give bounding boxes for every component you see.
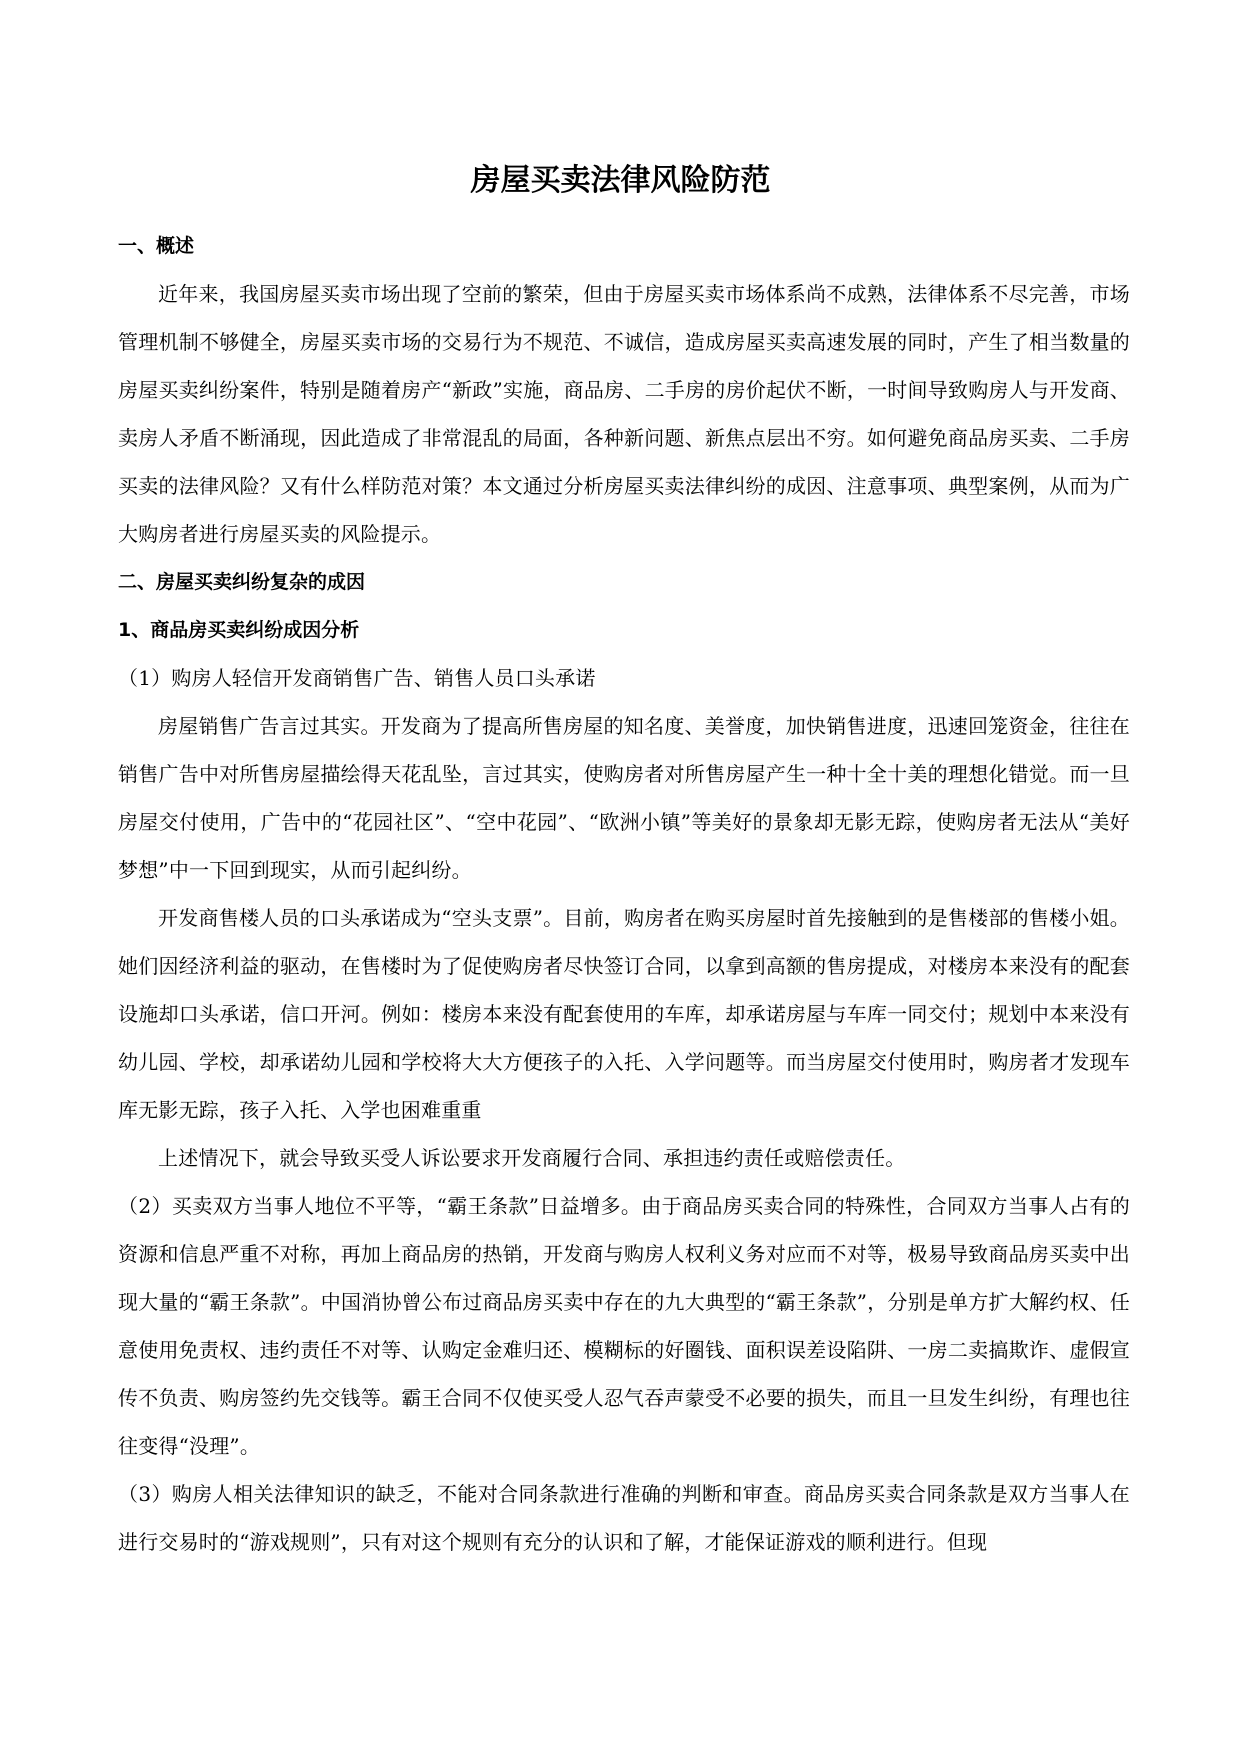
- paragraph-verbal-promise: 开发商售楼人员的口头承诺成为“空头支票”。目前，购房者在购买房屋时首先接触到的是售楼部的售楼小姐。她们因经济利益的驱动，在售楼时为了促使购房者尽快签订合同，以拿到高额的售房提成，对楼房本来没有的配套设施却口头承诺，信口开河。例如：楼房本来没有配套使用的车库，却承诺房屋与车库一同交付；规划中本来没有幼儿园、学校，却承诺幼儿园和学校将大大方便孩子的入托、入学问题等。而当房屋交付使用时，购房者才发现车库无影无踪，孩子入托、入学也困难重重: [118, 906, 1130, 1122]
- section-heading-overview: 一、概述: [118, 235, 195, 257]
- paragraph-overview: 近年来，我国房屋买卖市场出现了空前的繁荣，但由于房屋买卖市场体系尚不成熟，法律体系不尽完善，市场管理机制不够健全，房屋买卖市场的交易行为不规范、不诚信，造成房屋买卖高速发展的同时，产生了相当数量的房屋买卖纠纷案件，特别是随着房产“新政”实施，商品房、二手房的房价起伏不断，一时间导致购房人与开发商、卖房人矛盾不断涌现，因此造成了非常混乱的局面，各种新问题、新焦点层出不穷。如何避免商品房买卖、二手房买卖的法律风险？又有什么样防范对策？本文通过分析房屋买卖法律纠纷的成因、注意事项、典型案例，从而为广大购房者进行房屋买卖的风险提示。: [118, 282, 1130, 546]
- paragraph-consequence: 上述情况下，就会导致买受人诉讼要求开发商履行合同、承担违约责任或赔偿责任。: [158, 1146, 906, 1170]
- paragraph-item-3: （3）购房人相关法律知识的缺乏，不能对合同条款进行准确的判断和审查。商品房买卖合同条款是双方当事人在进行交易时的“游戏规则”，只有对这个规则有充分的认识和了解，才能保证游戏的顺利进行。但现: [118, 1482, 1130, 1554]
- document-title: 房屋买卖法律风险防范: [470, 163, 771, 198]
- subsection-heading-commercial-housing: 1、商品房买卖纠纷成因分析: [118, 619, 360, 641]
- item-heading-1: （1）购房人轻信开发商销售广告、销售人员口头承诺: [118, 666, 596, 690]
- paragraph-item-2: （2）买卖双方当事人地位不平等，“霸王条款”日益增多。由于商品房买卖合同的特殊性，合同双方当事人占有的资源和信息严重不对称，再加上商品房的热销，开发商与购房人权利义务对应而不对等，极易导致商品房买卖中出现大量的“霸王条款”。中国消协曾公布过商品房买卖中存在的九大典型的“霸王条款”，分别是单方扩大解约权、任意使用免责权、违约责任不对等、认购定金难归还、模糊标的好圈钱、面积误差设陷阱、一房二卖搞欺诈、虚假宣传不负责、购房签约先交钱等。霸王合同不仅使买受人忍气吞声蒙受不必要的损失，而且一旦发生纠纷，有理也往往变得“没理”。: [118, 1194, 1130, 1458]
- paragraph-advertising: 房屋销售广告言过其实。开发商为了提高所售房屋的知名度、美誉度，加快销售进度，迅速回笼资金，往往在销售广告中对所售房屋描绘得天花乱坠，言过其实，使购房者对所售房屋产生一种十全十美的理想化错觉。而一旦房屋交付使用，广告中的“花园社区”、“空中花园”、“欧洲小镇”等美好的景象却无影无踪，使购房者无法从“美好梦想”中一下回到现实，从而引起纠纷。: [118, 714, 1130, 882]
- section-heading-causes: 二、房屋买卖纠纷复杂的成因: [118, 571, 366, 593]
- document-body: [118, 222, 1130, 1566]
